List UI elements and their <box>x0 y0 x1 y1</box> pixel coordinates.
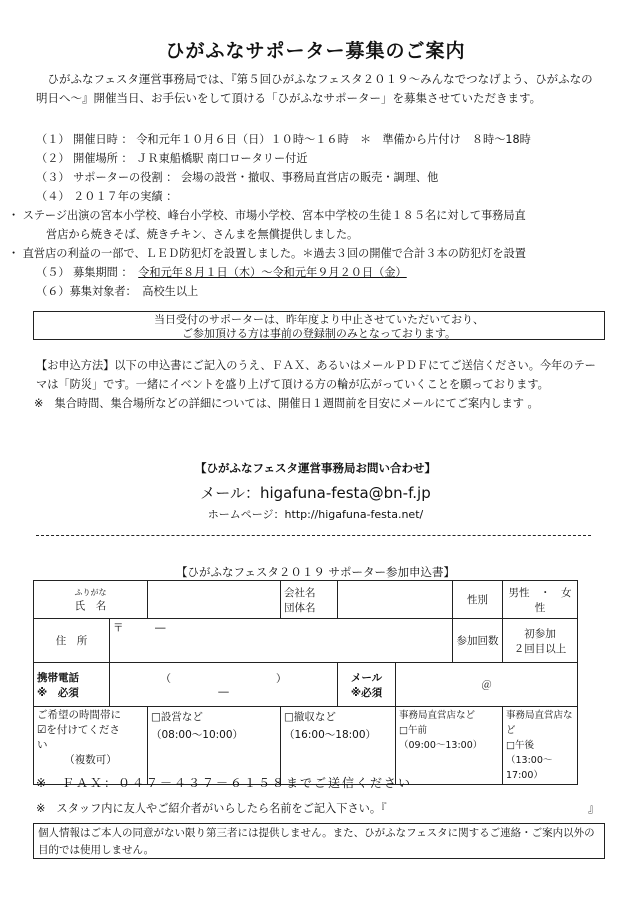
event-date: （１） 開催日時 ： 令和元年１０月６日（日）１０時～１６時 ＊ 準備から片付け ８時～18時 <box>36 133 531 146</box>
company-field[interactable] <box>338 581 453 619</box>
slot-shop-afternoon-head: 事務局直営店など <box>506 710 573 736</box>
count-second: ２回目以上 <box>513 642 567 655</box>
slot-shop-morning[interactable] <box>396 707 503 785</box>
gender-options[interactable]: 男性 ・ 女性 <box>503 581 578 619</box>
slot-shop-afternoon-checkbox[interactable]: □午後 <box>506 740 534 751</box>
company-label: 会社名 <box>284 586 316 599</box>
notice-box <box>33 311 605 340</box>
recruit-period: （５） 募集期間 ： 令和元年８月１日（木）～令和元年９月２０日（金） <box>36 266 407 279</box>
name-label-cell <box>34 581 148 619</box>
mail-field[interactable] <box>396 663 578 707</box>
slot-hint-1: ご希望の時間帯に <box>37 709 121 721</box>
slot-shop-afternoon-time: （13:00～17:00） <box>506 755 553 781</box>
address-label: 住 所 <box>34 619 110 663</box>
slot-shop-morning-head: 事務局直営店など <box>399 710 476 721</box>
contact-email[interactable]: メール：higafuna-festa@bn-f.jp <box>200 484 431 502</box>
slot-shop-morning-checkbox[interactable]: □午前 <box>399 725 427 736</box>
application-form <box>33 580 578 785</box>
application-method <box>36 356 606 413</box>
slot-setup-time: （08:00～10:00） <box>151 729 244 741</box>
name-label: 氏 名 <box>74 599 107 612</box>
form-title: 【ひがふなフェスタ２０１９ サポーター参加申込書】 <box>175 565 456 579</box>
slot-setup-checkbox[interactable]: □設営など <box>151 711 203 723</box>
phone-required: ※ 必須 <box>37 686 79 699</box>
fax-instruction: ※ ＦＡＸ：０４７－４３７－６１５８までご送信ください <box>36 776 413 790</box>
slot-shop-afternoon[interactable] <box>503 707 578 785</box>
slot-setup[interactable] <box>148 707 281 785</box>
method-text: 【お申込方法】以下の申込書にご記入のうえ、ＦＡＸ、あるいはメールＰＤＦにてご送信ください。今年のテーマは「防災」です。一緒にイベントを盛り上げて頂ける方の輪が広がっていくことを願っております。 <box>36 359 596 391</box>
contact-homepage[interactable]: ホームページ：http://higafuna-festa.net/ <box>207 508 424 521</box>
phone-area: （ ） <box>160 673 287 685</box>
group-label: 団体名 <box>284 601 316 614</box>
phone-label: 携帯電話 <box>37 671 79 684</box>
target-audience: （６）募集対象者： 高校生以上 <box>36 285 199 298</box>
postal-mark: 〒 ― <box>113 622 166 634</box>
at-mark: ＠ <box>481 679 492 691</box>
results-heading: （４） ２０１７年の実績 ： <box>36 190 178 203</box>
slot-teardown-checkbox[interactable]: □撤収など <box>284 711 336 723</box>
slot-hint-2: ☑を付けてくださ <box>37 724 120 736</box>
privacy-notice: 個人情報はご本人の同意がない限り第三者には提供しません。また、ひがふなフェスタに関するご連絡・ご案内以外の目的では使用しません。 <box>33 823 605 859</box>
result-item-1: ・ ステージ出演の宮本小学校、峰台小学校、市場小学校、宮本中学校の生徒１８５名に対して事務局直 <box>8 209 526 222</box>
staff-referral[interactable]: ※ スタッフ内に友人やご紹介者がいらしたら名前をご記入下さい。『 』 <box>36 802 600 815</box>
result-item-1-cont: 営店から焼きそば、焼きチキン、さんまを無償提供しました。 <box>46 228 359 241</box>
event-place: （２） 開催場所 ： ＪＲ東船橋駅 南口ロータリー付近 <box>36 152 308 165</box>
phone-dash: ― <box>218 686 229 698</box>
slot-teardown[interactable] <box>281 707 396 785</box>
slot-hint-4: （複数可） <box>64 754 117 766</box>
method-note: ※ 集合時間、集合場所などの詳細については、開催日１週間前を目安にメールにてご案内します 。 <box>34 397 539 410</box>
cut-line <box>36 535 591 536</box>
name-field[interactable] <box>148 581 281 619</box>
phone-field[interactable] <box>110 663 338 707</box>
notice-line-2: ご参加頂ける方は事前の登録制のみとなっております。 <box>181 327 457 340</box>
gender-label: 性別 <box>453 581 503 619</box>
page-title: ひがふなサポーター募集のご案内 <box>165 40 466 62</box>
phone-label-cell <box>34 663 110 707</box>
mail-required: ※必須 <box>350 686 383 699</box>
participation-count-label: 参加回数 <box>453 619 503 663</box>
supporter-role: （３） サポーターの役割 ： 会場の設営・撤収、事務局直営店の販売・調理、他 <box>36 171 439 184</box>
result-item-2: ・ 直営店の利益の一部で、ＬＥＤ防犯灯を設置しました。＊過去３回の開催で合計３本の防犯灯を設置 <box>8 247 526 260</box>
mail-label: メール <box>350 671 383 684</box>
company-label-cell <box>281 581 338 619</box>
address-field[interactable] <box>110 619 453 663</box>
furigana-label: ふりがな <box>74 587 107 597</box>
slot-shop-morning-time: （09:00～13:00） <box>399 740 483 751</box>
participation-count-options[interactable] <box>503 619 578 663</box>
slot-hint-3: い <box>37 739 48 751</box>
intro-paragraph: ひがふなフェスタ運営事務局では、『第５回ひがふなフェスタ２０１９～みんなでつなげよう、ひがふなの明日へ～』開催当日、お手伝いをして頂ける「ひがふなサポーター」を募集させていただきます。 <box>36 72 593 105</box>
time-slot-hint <box>34 707 148 785</box>
mail-label-cell <box>338 663 396 707</box>
event-details <box>8 130 606 301</box>
slot-teardown-time: （16:00～18:00） <box>284 729 377 741</box>
notice-line-1: 当日受付のサポーターは、昨年度より中止させていただいており、 <box>154 313 484 326</box>
contact-heading: 【ひがふなフェスタ運営事務局お問い合わせ】 <box>195 461 436 475</box>
count-first: 初参加 <box>524 627 556 640</box>
